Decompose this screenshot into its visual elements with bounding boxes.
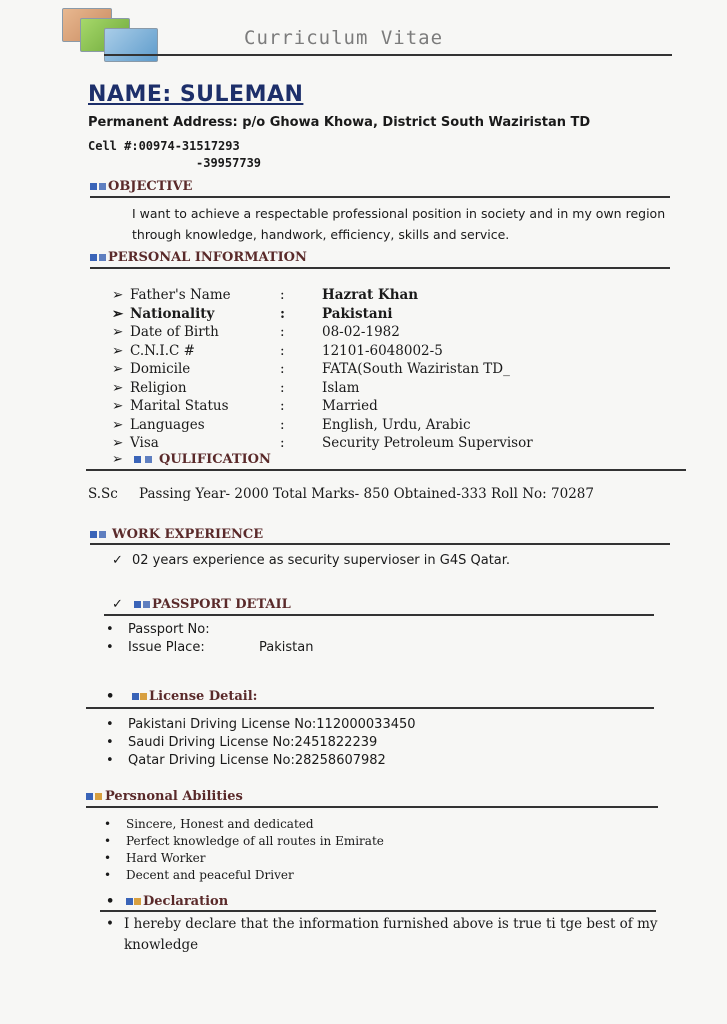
- arrow-icon: ➢: [112, 379, 124, 396]
- arrow-icon: ➢: [112, 361, 124, 377]
- square-icon: [134, 898, 141, 905]
- permanent-address: Permanent Address: p/o Ghowa Khowa, District South Waziristan TD: [88, 115, 591, 130]
- objective-text: I want to achieve a respectable professional position in society and in my own region through knowledge, handwork, efficiency, skills and service.: [132, 206, 666, 242]
- info-row: [112, 379, 359, 397]
- list-item-text: Decent and peaceful Driver: [126, 868, 294, 882]
- check-icon: ✓: [112, 553, 123, 568]
- bullet-icon: •: [106, 717, 114, 732]
- license-list: [106, 716, 416, 770]
- info-label: Father's Name: [130, 287, 231, 303]
- list-item: • Passport No:: [106, 622, 210, 637]
- info-value: English, Urdu, Arabic: [322, 416, 471, 433]
- info-colon: :: [280, 287, 285, 303]
- qualification-divider: [86, 469, 686, 471]
- abilities-heading: Persnonal Abilities: [86, 789, 243, 804]
- info-value: Security Petroleum Supervisor: [322, 435, 533, 451]
- personal-info-divider: [90, 267, 670, 269]
- license-divider: [86, 707, 654, 709]
- objective-divider: [90, 196, 670, 198]
- bullet-icon: •: [106, 689, 115, 704]
- list-item: • Issue Place: Pakistan: [106, 640, 314, 655]
- square-icon: [95, 793, 102, 800]
- info-colon: :: [280, 435, 285, 451]
- work-divider: [90, 543, 670, 545]
- list-item-text: Saudi Driving License No:2451822239: [128, 735, 378, 750]
- passport-divider: [104, 614, 654, 616]
- check-icon: ✓: [112, 597, 123, 612]
- arrow-icon: ➢: [112, 342, 124, 359]
- document-title: Curriculum Vitae: [244, 27, 444, 49]
- bullet-icon: •: [106, 735, 114, 750]
- info-value: Hazrat Khan: [322, 287, 419, 303]
- square-icon: [99, 183, 106, 190]
- square-icon: [145, 456, 152, 463]
- info-value: 12101-6048002-5: [322, 342, 443, 359]
- list-item-text: Perfect knowledge of all routes in Emirate: [126, 834, 384, 848]
- list-item: [106, 752, 416, 770]
- bullet-icon: •: [104, 834, 112, 848]
- abilities-divider: [86, 806, 658, 808]
- qualification-details: Passing Year- 2000 Total Marks- 850 Obtained-333 Roll No: 70287: [139, 486, 594, 502]
- qualification-level: S.Sc: [88, 486, 118, 502]
- info-row: [112, 286, 418, 304]
- license-heading: • License Detail:: [106, 689, 258, 704]
- bullet-icon: •: [104, 817, 112, 831]
- info-colon: :: [280, 416, 285, 433]
- arrow-icon: ➢: [112, 324, 124, 340]
- info-value: Pakistani: [322, 305, 393, 322]
- info-row: [112, 416, 471, 434]
- square-icon: [132, 693, 139, 700]
- info-value: 08-02-1982: [322, 324, 400, 340]
- personal-info-heading: PERSONAL INFORMATION: [90, 250, 307, 265]
- arrow-icon: ➢: [112, 305, 124, 322]
- qualification-heading: ➢ QULIFICATION: [112, 452, 271, 467]
- arrow-icon: ➢: [112, 452, 123, 467]
- info-colon: :: [280, 342, 285, 359]
- info-label: Nationality: [130, 305, 215, 322]
- objective-heading: OBJECTIVE: [90, 179, 192, 194]
- list-item: [104, 816, 384, 833]
- square-icon: [134, 456, 141, 463]
- abilities-list: [104, 816, 384, 884]
- info-colon: :: [280, 379, 285, 396]
- list-item-text: Qatar Driving License No:28258607982: [128, 753, 386, 768]
- square-icon: [99, 531, 106, 538]
- bullet-icon: •: [104, 868, 112, 882]
- info-row: [112, 323, 400, 341]
- passport-list: [106, 621, 313, 657]
- declaration-text: • I hereby declare that the information furnished above is true ti tge best of my knowledge: [106, 916, 658, 953]
- info-row: [112, 360, 510, 378]
- arrow-icon: ➢: [112, 435, 124, 451]
- arrow-icon: ➢: [112, 398, 124, 414]
- info-label: Date of Birth: [130, 324, 219, 340]
- square-icon: [90, 183, 97, 190]
- title-divider: [104, 54, 672, 56]
- info-value: Islam: [322, 379, 360, 396]
- info-label: Marital Status: [130, 398, 229, 414]
- info-label: C.N.I.C #: [130, 342, 195, 359]
- phone-line-1: Cell #:00974-31517293: [88, 139, 240, 153]
- info-colon: :: [280, 305, 285, 322]
- list-item: [106, 734, 416, 752]
- list-item: [104, 867, 384, 884]
- info-value: FATA(South Waziristan TD_: [322, 361, 510, 377]
- list-item-text: Sincere, Honest and dedicated: [126, 817, 314, 831]
- square-icon: [126, 898, 133, 905]
- candidate-name: NAME: SULEMAN: [88, 82, 304, 107]
- square-icon: [90, 531, 97, 538]
- square-icon: [143, 601, 150, 608]
- info-label: Visa: [130, 435, 159, 451]
- info-value: Married: [322, 398, 378, 414]
- list-item: [104, 850, 384, 867]
- square-icon: [99, 254, 106, 261]
- work-experience-heading: WORK EXPERIENCE: [90, 527, 263, 542]
- bullet-icon: •: [106, 753, 114, 768]
- info-row: [112, 305, 393, 323]
- info-row: [112, 397, 378, 415]
- list-item: [104, 833, 384, 850]
- list-item-text: Hard Worker: [126, 851, 206, 865]
- info-row: [112, 434, 533, 452]
- arrow-icon: ➢: [112, 287, 124, 303]
- phone-line-2: -39957739: [196, 156, 262, 170]
- square-icon: [134, 601, 141, 608]
- arrow-icon: ➢: [112, 416, 124, 433]
- square-icon: [86, 793, 93, 800]
- square-icon: [140, 693, 147, 700]
- passport-heading: ✓ PASSPORT DETAIL: [112, 597, 291, 612]
- info-row: [112, 342, 443, 360]
- logo-card-blue: [104, 28, 158, 62]
- declaration-heading: • Declaration: [106, 894, 229, 909]
- info-colon: :: [280, 324, 285, 340]
- bullet-icon: •: [106, 894, 115, 909]
- work-item: ✓ 02 years experience as security supervioser in G4S Qatar.: [112, 553, 511, 568]
- declaration-divider: [100, 910, 656, 912]
- list-item-text: Pakistani Driving License No:112000033450: [128, 717, 416, 732]
- square-icon: [90, 254, 97, 261]
- bullet-icon: •: [104, 851, 112, 865]
- info-label: Languages: [130, 416, 205, 433]
- list-item: [106, 716, 416, 734]
- info-colon: :: [280, 398, 285, 414]
- info-label: Domicile: [130, 361, 191, 377]
- info-label: Religion: [130, 379, 187, 396]
- info-colon: :: [280, 361, 285, 377]
